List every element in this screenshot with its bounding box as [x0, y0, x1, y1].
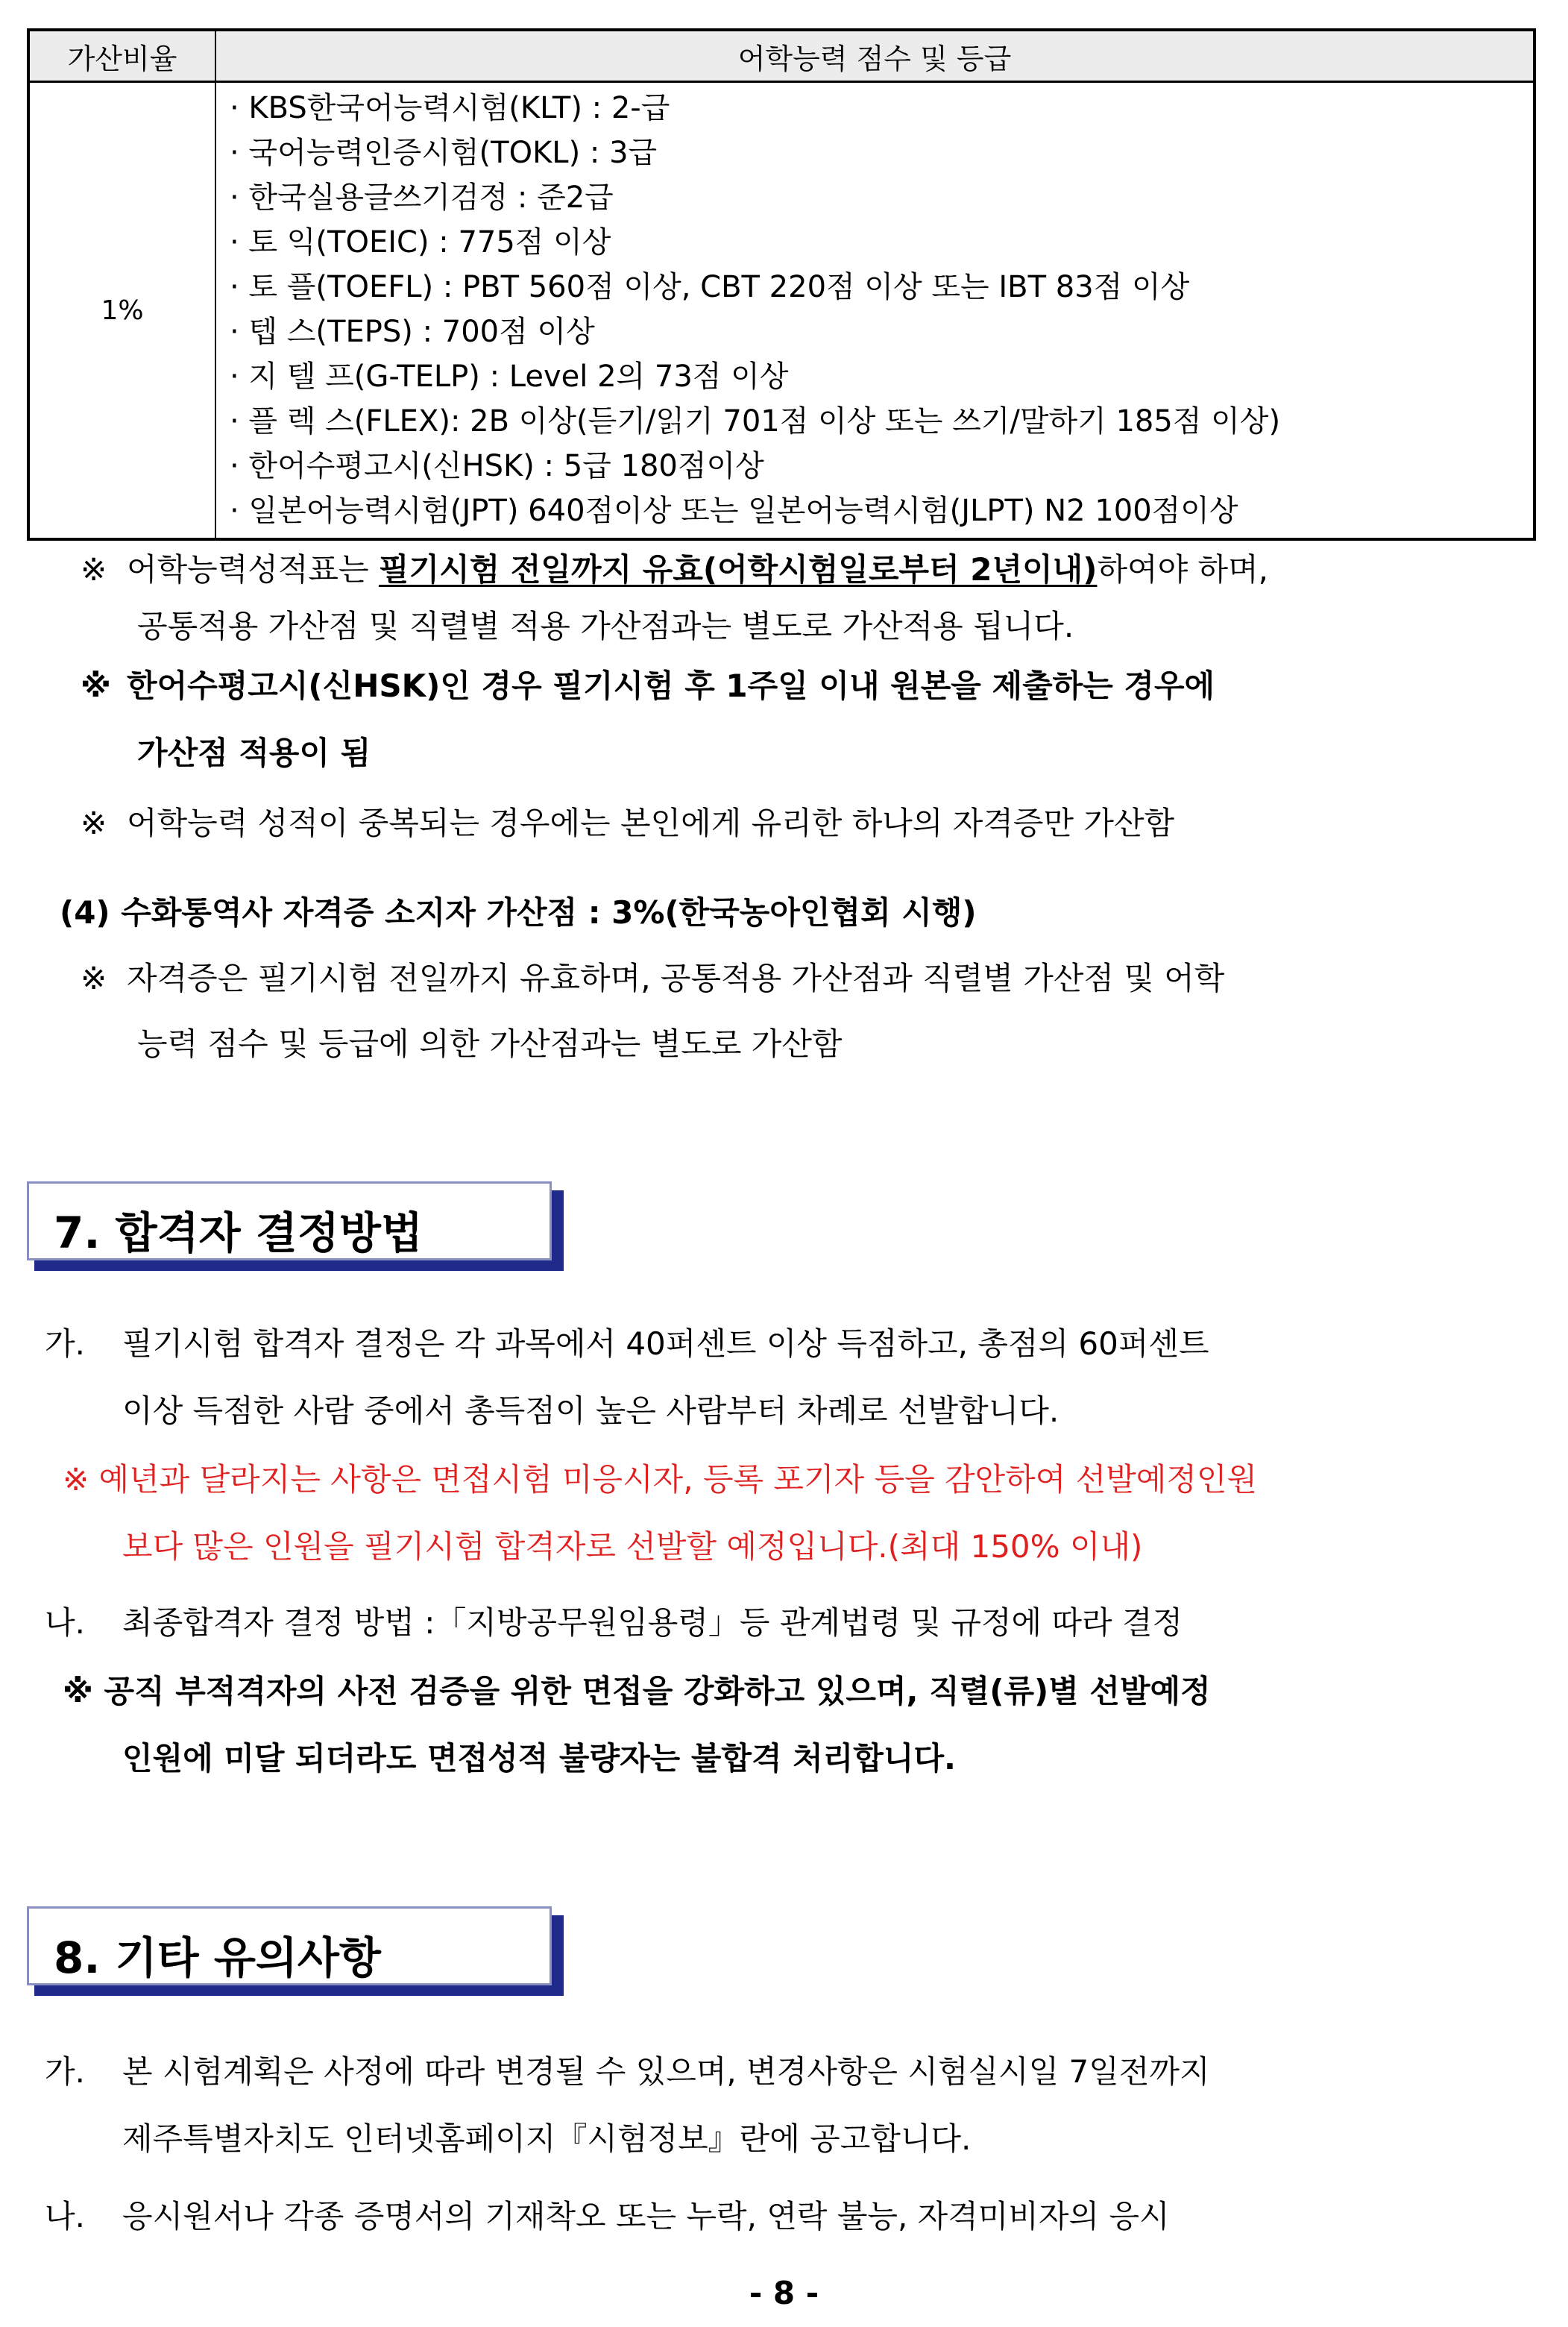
- rate-cell: 1%: [28, 82, 215, 540]
- list-item: · 국어능력인증시험(TOKL) : 3급: [230, 136, 658, 170]
- list-item: · 토 익(TOEIC) : 775점 이상: [230, 225, 611, 260]
- list-item: · 텝 스(TEPS) : 700점 이상: [230, 315, 595, 349]
- note-mark: ※: [81, 551, 107, 588]
- list-item: · 한국실용글쓰기검정 : 준2급: [230, 180, 614, 215]
- section-8-na: 나. 응시원서나 각종 증명서의 기재착오 또는 누락, 연락 불능, 자격미비자의 응시: [45, 2198, 1170, 2235]
- note-validity: ※ 어학능력성적표는 필기시험 전일까지 유효(어학시험일로부터 2년이내)하여야 하며,: [81, 549, 1268, 591]
- list-item: · 한어수평고시(신HSK) : 5급 180점이상: [230, 449, 764, 483]
- section-7-ga: 가. 필기시험 합격자 결정은 각 과목에서 40퍼센트 이상 득점하고, 총점의 60퍼센트: [45, 1325, 1209, 1362]
- list-item: · KBS한국어능력시험(KLT) : 2-급: [230, 91, 670, 125]
- section-8-ga-line2: 제주특별자치도 인터넷홈페이지『시험정보』란에 공고합니다.: [122, 2120, 972, 2157]
- list-item: · 토 플(TOEFL) : PBT 560점 이상, CBT 220점 이상 또는 IBT 83점 이상: [230, 270, 1190, 304]
- section-7-bold-note-line2: 인원에 미달 되더라도 면접성적 불량자는 불합격 처리합니다.: [122, 1740, 956, 1777]
- header-score-grade: 어학능력 점수 및 등급: [215, 30, 1534, 82]
- section-7-red-note-line2: 보다 많은 인원을 필기시험 합격자로 선발할 예정입니다.(최대 150% 이내): [122, 1528, 1143, 1565]
- header-rate: 가산비율: [28, 30, 215, 82]
- section-8-header: [27, 1906, 556, 1990]
- note-certificate: ※ 자격증은 필기시험 전일까지 유효하며, 공통적용 가산점과 직렬별 가산점 및 어학: [81, 960, 1225, 996]
- list-item: · 일본어능력시험(JPT) 640점이상 또는 일본어능력시험(JLPT) N2 100점이상: [230, 494, 1238, 528]
- items-cell: [215, 82, 1534, 540]
- section-8-title: 8. 기타 유의사항: [54, 1932, 381, 1983]
- language-score-table: [27, 28, 1536, 541]
- item-sign-language: (4) 수화통역사 자격증 소지자 가산점 : 3%(한국농아인협회 시행): [60, 894, 977, 931]
- section-8-ga: 가. 본 시험계획은 사정에 따라 변경될 수 있으며, 변경사항은 시험실시일 7일전까지: [45, 2053, 1210, 2090]
- note-hsk-line2: 가산점 적용이 됨: [137, 735, 371, 771]
- note-certificate-line2: 능력 점수 및 등급에 의한 가산점과는 별도로 가산함: [137, 1026, 843, 1062]
- list-item: · 지 텔 프(G-TELP) : Level 2의 73점 이상: [230, 359, 789, 394]
- section-7-na: 나. 최종합격자 결정 방법 :「지방공무원임용령」등 관계법령 및 규정에 따라 결정: [45, 1604, 1183, 1641]
- section-7-header: [27, 1181, 556, 1265]
- section-7-red-note: ※ 예년과 달라지는 사항은 면접시험 미응시자, 등록 포기자 등을 감안하여 선발예정인원: [63, 1461, 1258, 1498]
- note-validity-line2: 공통적용 가산점 및 직렬별 적용 가산점과는 별도로 가산적용 됩니다.: [137, 608, 1074, 644]
- note-duplicate: ※ 어학능력 성적이 중복되는 경우에는 본인에게 유리한 하나의 자격증만 가산함: [81, 805, 1175, 841]
- section-7-bold-note: ※ 공직 부적격자의 사전 검증을 위한 면접을 강화하고 있으며, 직렬(류)별 선발예정: [63, 1673, 1211, 1709]
- section-7-ga-line2: 이상 득점한 사람 중에서 총득점이 높은 사람부터 차례로 선발합니다.: [122, 1392, 1059, 1429]
- section-7-title: 7. 합격자 결정방법: [54, 1208, 423, 1258]
- list-item: · 플 렉 스(FLEX): 2B 이상(듣기/읽기 701점 이상 또는 쓰기/말하기 185점 이상): [230, 404, 1281, 439]
- note-validity-emphasis: 필기시험 전일까지 유효(어학시험일로부터 2년이내): [378, 551, 1098, 588]
- page-number: - 8 -: [749, 2275, 819, 2311]
- note-hsk: ※ 한어수평고시(신HSK)인 경우 필기시험 후 1주일 이내 원본을 제출하는 경우에: [81, 668, 1215, 704]
